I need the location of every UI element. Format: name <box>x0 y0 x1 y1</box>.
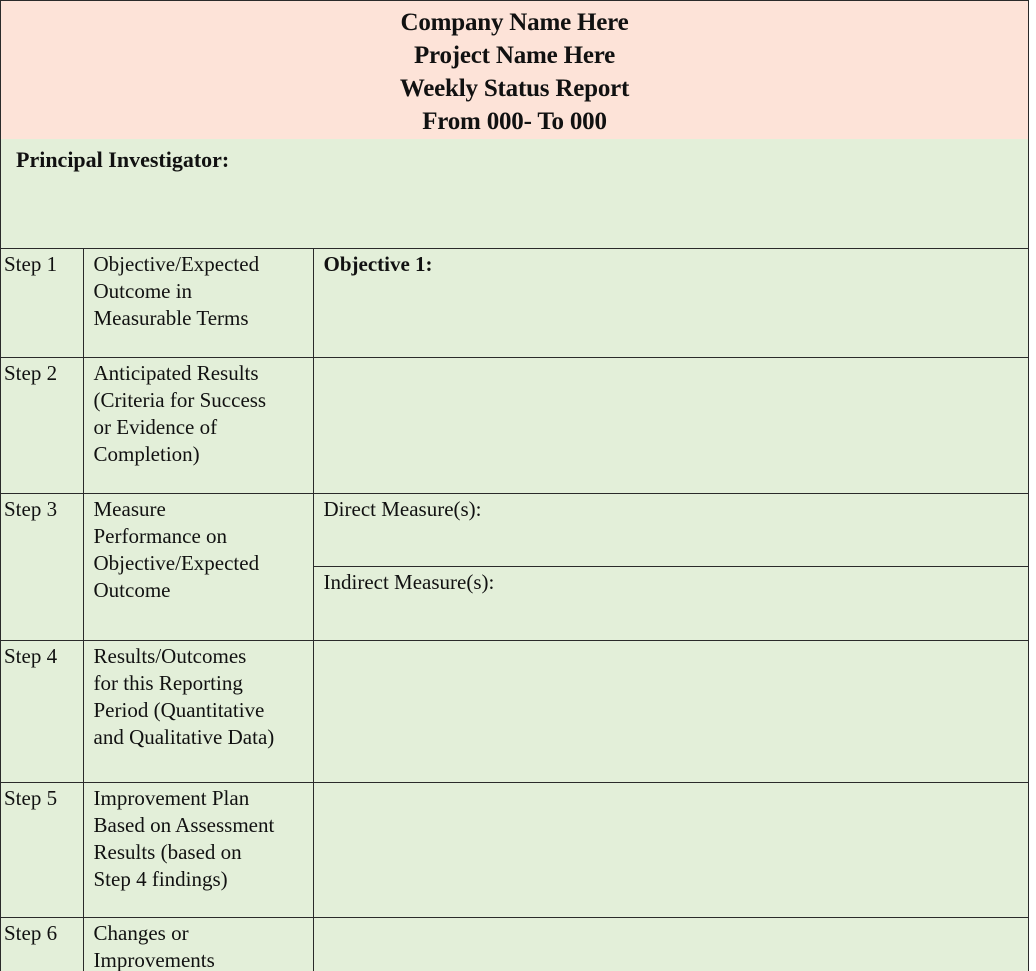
principal-investigator-section[interactable] <box>1 139 1028 249</box>
indirect-measure-label: Indirect Measure(s): <box>323 569 495 594</box>
table-row <box>1 493 1029 640</box>
step-value-cell[interactable] <box>313 640 1029 782</box>
step-value-cell[interactable] <box>313 917 1029 971</box>
company-name: Company Name Here <box>400 9 629 36</box>
table-row <box>1 640 1029 782</box>
step-label: Step 1 <box>1 249 83 357</box>
objective-label: Objective 1: <box>323 252 433 276</box>
step-label: Step 6 <box>1 917 83 971</box>
step-description: Improvement Plan Based on Assessment Results (based on Step 4 findings) <box>83 782 313 917</box>
step-description: Measure Performance on Objective/Expected Outcome <box>83 493 313 640</box>
report-period: From 000- To 000 <box>422 108 607 135</box>
step-value-cell[interactable] <box>313 782 1029 917</box>
step-description: Objective/Expected Outcome in Measurable Terms <box>83 249 313 357</box>
report-title: Weekly Status Report <box>399 75 630 102</box>
project-name: Project Name Here <box>413 42 616 69</box>
table-row <box>1 917 1029 971</box>
step-label: Step 4 <box>1 640 83 782</box>
step-description: Changes or Improvements <box>83 917 313 971</box>
direct-measure-label: Direct Measure(s): <box>323 496 482 521</box>
indirect-measure-cell[interactable] <box>314 567 1030 640</box>
direct-measure-cell[interactable] <box>314 494 1030 567</box>
step-label: Step 3 <box>1 493 83 640</box>
step-description: Anticipated Results (Criteria for Success or Evidence of Completion) <box>83 357 313 493</box>
step-label: Step 5 <box>1 782 83 917</box>
steps-table <box>1 249 1029 971</box>
table-row <box>1 782 1029 917</box>
report-header <box>1 1 1028 139</box>
table-row <box>1 357 1029 493</box>
step-value-cell[interactable] <box>313 249 1029 357</box>
step-description: Results/Outcomes for this Reporting Period (Quantitative and Qualitative Data) <box>83 640 313 782</box>
principal-investigator-label: Principal Investigator: <box>16 147 230 172</box>
table-row <box>1 249 1029 357</box>
step-value-cell[interactable] <box>313 357 1029 493</box>
step-label: Step 2 <box>1 357 83 493</box>
step-value-cell <box>313 493 1029 640</box>
